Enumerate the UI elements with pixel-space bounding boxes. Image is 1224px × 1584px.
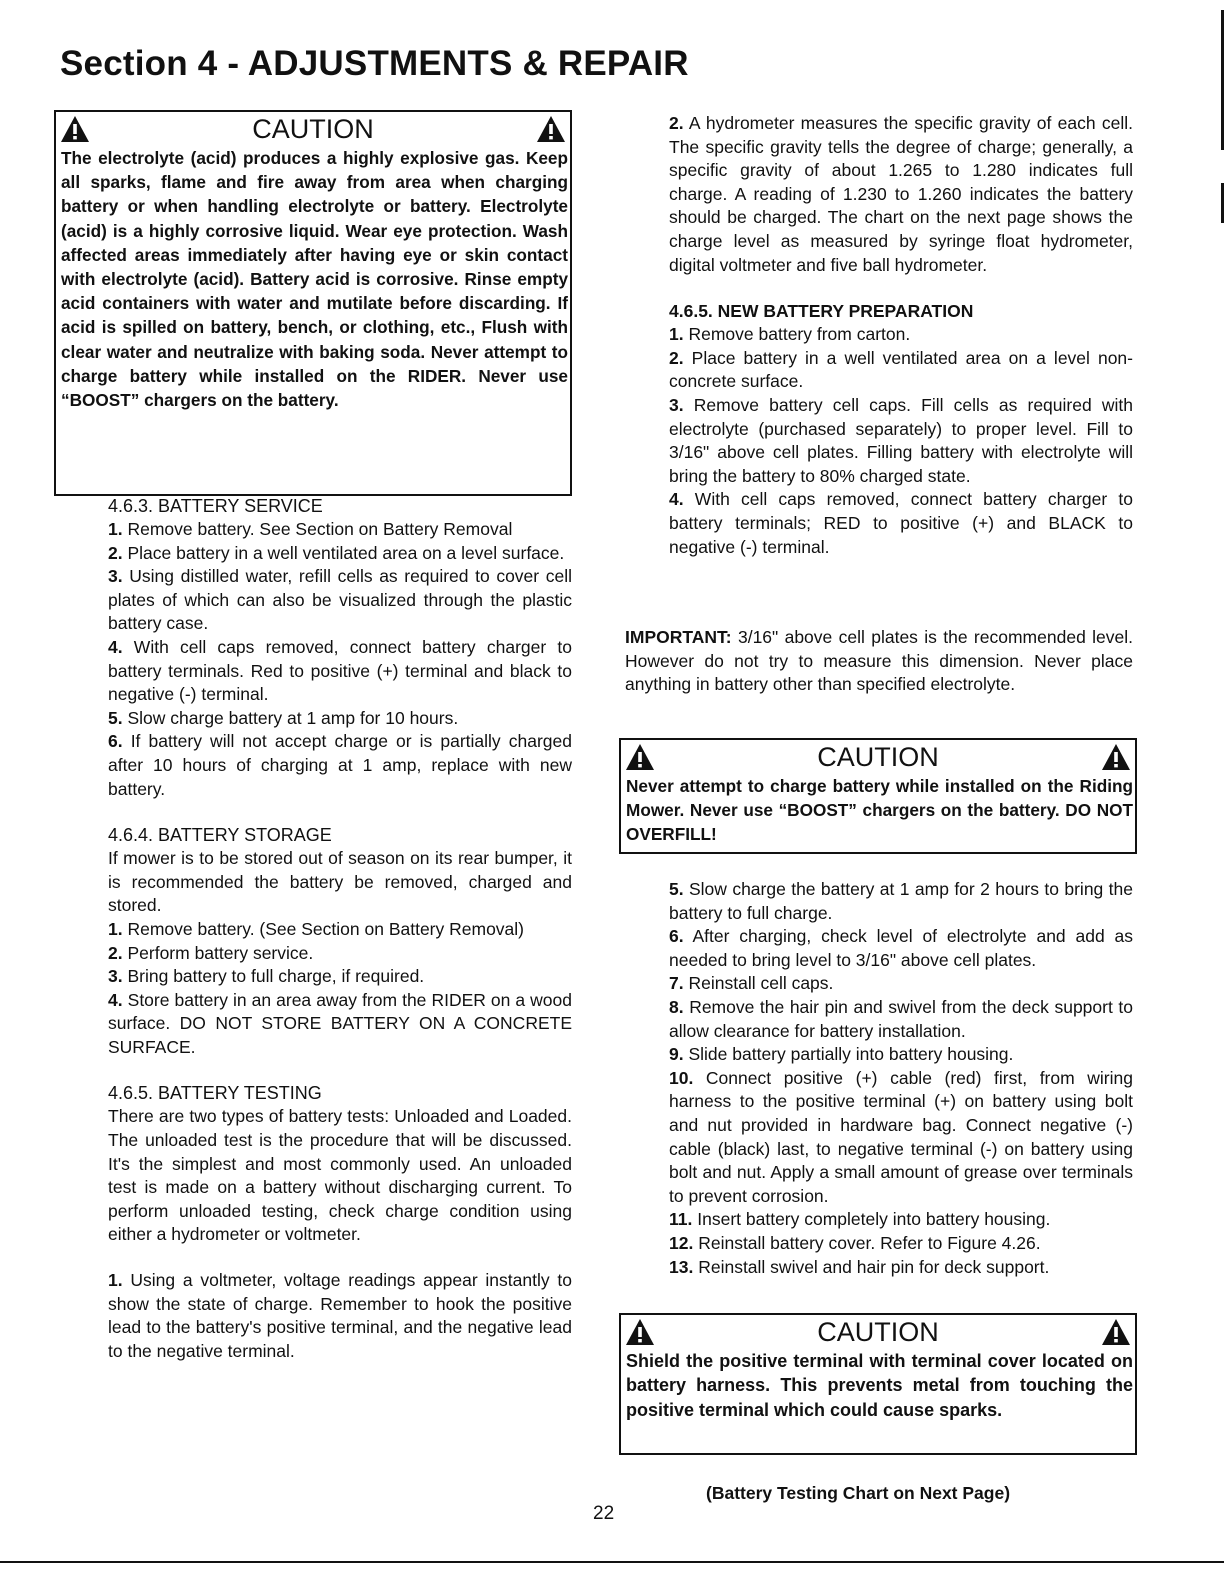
list-item: 4. With cell caps removed, connect battery charger to battery terminals; RED to positive (+) and BLACK to negative (-) terminal. xyxy=(669,489,1133,557)
list-item: 2. A hydrometer measures the specific gravity of each cell. The specific gravity tells the degree of charge; generally, a specific gravity of about 1.265 to 1.280 indicates full charge. A reading of 1.230 to 1.260 indicates the battery should be charged. The chart on the next page shows the charge level as measured by syringe float hydrometer, digital voltmeter and five ball hydrometer. xyxy=(669,113,1133,275)
list-item: 13. Reinstall swivel and hair pin for deck support. xyxy=(669,1256,1050,1277)
page-title: Section 4 - ADJUSTMENTS & REPAIR xyxy=(60,44,689,83)
list-item: 4. Store battery in an area away from the RIDER on a wood surface. DO NOT STORE BATTERY ON A CONCRETE SURFACE. xyxy=(108,989,572,1057)
new-battery-heading: 4.6.5. NEW BATTERY PREPARATION xyxy=(669,301,974,322)
list-item: 3. Remove battery cell caps. Fill cells as required with electrolyte (purchased separately) to proper level. Fill to 3/16" above cell plates. Filling battery with electrolyte will bring the battery to 80% charged state. xyxy=(669,394,1133,486)
caution-text: Shield the positive terminal with terminal cover located on battery harness. This prevents metal from touching the positive terminal which could cause sparks. xyxy=(626,1351,1133,1420)
list-item: 2. Place battery in a well ventilated area on a level non-concrete surface. xyxy=(669,347,1133,392)
list-item: 9. Slide battery partially into battery housing. xyxy=(669,1044,1014,1065)
caution-header xyxy=(621,740,1135,774)
battery-testing-intro: There are two types of battery tests: Unloaded and Loaded. The unloaded test is the procedure that will be discussed. It's the simplest and most commonly used. An unloaded test is made on a battery without discharging current. To perform unloaded testing, check charge condition using either a hydrometer or voltmeter. xyxy=(108,1106,572,1245)
list-item: 1. Using a voltmeter, voltage readings appear instantly to show the state of charge. Remember to hook the positive lead to the battery's positive terminal, and the negative lead to the negative terminal. xyxy=(108,1270,572,1361)
list-item: 6. If battery will not accept charge or is partially charged after 10 hours of charging at 1 amp, replace with new battery. xyxy=(108,731,572,799)
footnote: (Battery Testing Chart on Next Page) xyxy=(706,1483,1011,1503)
important-label: IMPORTANT: xyxy=(625,627,732,647)
caution-label: CAUTION xyxy=(252,114,374,144)
list-item: 6. After charging, check level of electrolyte and add as needed to bring level to 3/16" above cell plates. xyxy=(669,926,1133,970)
caution-header xyxy=(621,1315,1135,1349)
list-item: 2. Perform battery service. xyxy=(108,942,314,963)
list-item: 12. Reinstall battery cover. Refer to Figure 4.26. xyxy=(669,1232,1041,1253)
warning-triangle-icon xyxy=(1101,743,1131,771)
warning-triangle-icon xyxy=(1101,1318,1131,1346)
battery-storage-heading: 4.6.4. BATTERY STORAGE xyxy=(108,825,332,846)
caution-box-electrolyte xyxy=(54,110,572,496)
installation-steps xyxy=(669,878,1133,1279)
caution-text: The electrolyte (acid) produces a highly explosive gas. Keep all sparks, flame and fire away from area when charging battery or when handling electrolyte or battery. Electrolyte (acid) is a highly corrosive liquid. Wear eye protection. Wash affected areas immediately after having eye or skin contact with electrolyte (acid). Battery acid is corrosive. Rinse empty acid containers with water and mutilate before discarding. If acid is spilled on battery, bench, or clothing, etc., Flush with clear water and neutralize with baking soda. Never attempt to charge battery while installed on the RIDER. Never use “BOOST” chargers on the battery. xyxy=(61,148,568,411)
list-item: 1. Remove battery. See Section on Battery Removal xyxy=(108,519,513,539)
battery-storage-intro: If mower is to be stored out of season on its rear bumper, it is recommended the battery be removed, charged and stored. xyxy=(108,848,572,916)
battery-service-list xyxy=(108,518,572,801)
caution-box-terminal xyxy=(619,1313,1137,1455)
list-item: 5. Slow charge the battery at 1 amp for 2 hours to bring the battery to full charge. xyxy=(669,879,1133,923)
list-item: 4. With cell caps removed, connect battery charger to battery terminals. Red to positive (+) terminal and black to negative (-) terminal. xyxy=(108,636,572,705)
bottom-rule xyxy=(0,1561,1224,1563)
list-item: 7. Reinstall cell caps. xyxy=(669,973,834,994)
caution-label: CAUTION xyxy=(817,742,939,772)
battery-service-heading: 4.6.3. BATTERY SERVICE xyxy=(108,496,323,516)
warning-triangle-icon xyxy=(536,115,566,143)
list-item: 3. Bring battery to full charge, if required. xyxy=(108,966,425,987)
list-item: 8. Remove the hair pin and swivel from the deck support to allow clearance for battery installation. xyxy=(669,996,1133,1041)
list-item: 5. Slow charge battery at 1 amp for 10 hours. xyxy=(108,707,459,728)
list-item: 3. Using distilled water, refill cells as required to cover cell plates of which can also be visualized through the plastic battery case. xyxy=(108,566,572,634)
left-column xyxy=(108,494,572,1363)
important-note xyxy=(625,626,1133,697)
list-item: 11. Insert battery completely into battery housing. xyxy=(669,1209,1051,1230)
list-item: 1. Remove battery. (See Section on Battery Removal) xyxy=(108,918,525,939)
important-text: 3/16" above cell plates is the recommended level. However do not try to measure this dimension. Never place anything in battery other than specified electrolyte. xyxy=(625,627,1133,695)
caution-text: Never attempt to charge battery while installed on the Riding Mower. Never use “BOOST” chargers on the battery. DO NOT OVERFILL! xyxy=(626,776,1133,845)
list-item: 2. Place battery in a well ventilated area on a level surface. xyxy=(108,542,565,563)
list-item: 1. Remove battery from carton. xyxy=(669,324,911,345)
new-battery-list xyxy=(669,323,1133,559)
caution-label: CAUTION xyxy=(817,1317,939,1347)
caution-box-charging xyxy=(619,738,1137,854)
list-item: 10. Connect positive (+) cable (red) first, from wiring harness to the positive terminal (+) on battery using bolt and nut provided in hardware bag. Connect negative (-) cable (black) last, to negative terminal (-) on battery using bolt and nut. Apply a small amount of grease over terminals to prevent corrosion. xyxy=(669,1067,1133,1206)
right-column xyxy=(669,112,1133,559)
battery-storage-list xyxy=(108,918,572,1060)
caution-header xyxy=(56,112,570,146)
battery-testing-heading: 4.6.5. BATTERY TESTING xyxy=(108,1083,322,1104)
page-number: 22 xyxy=(593,1503,615,1524)
